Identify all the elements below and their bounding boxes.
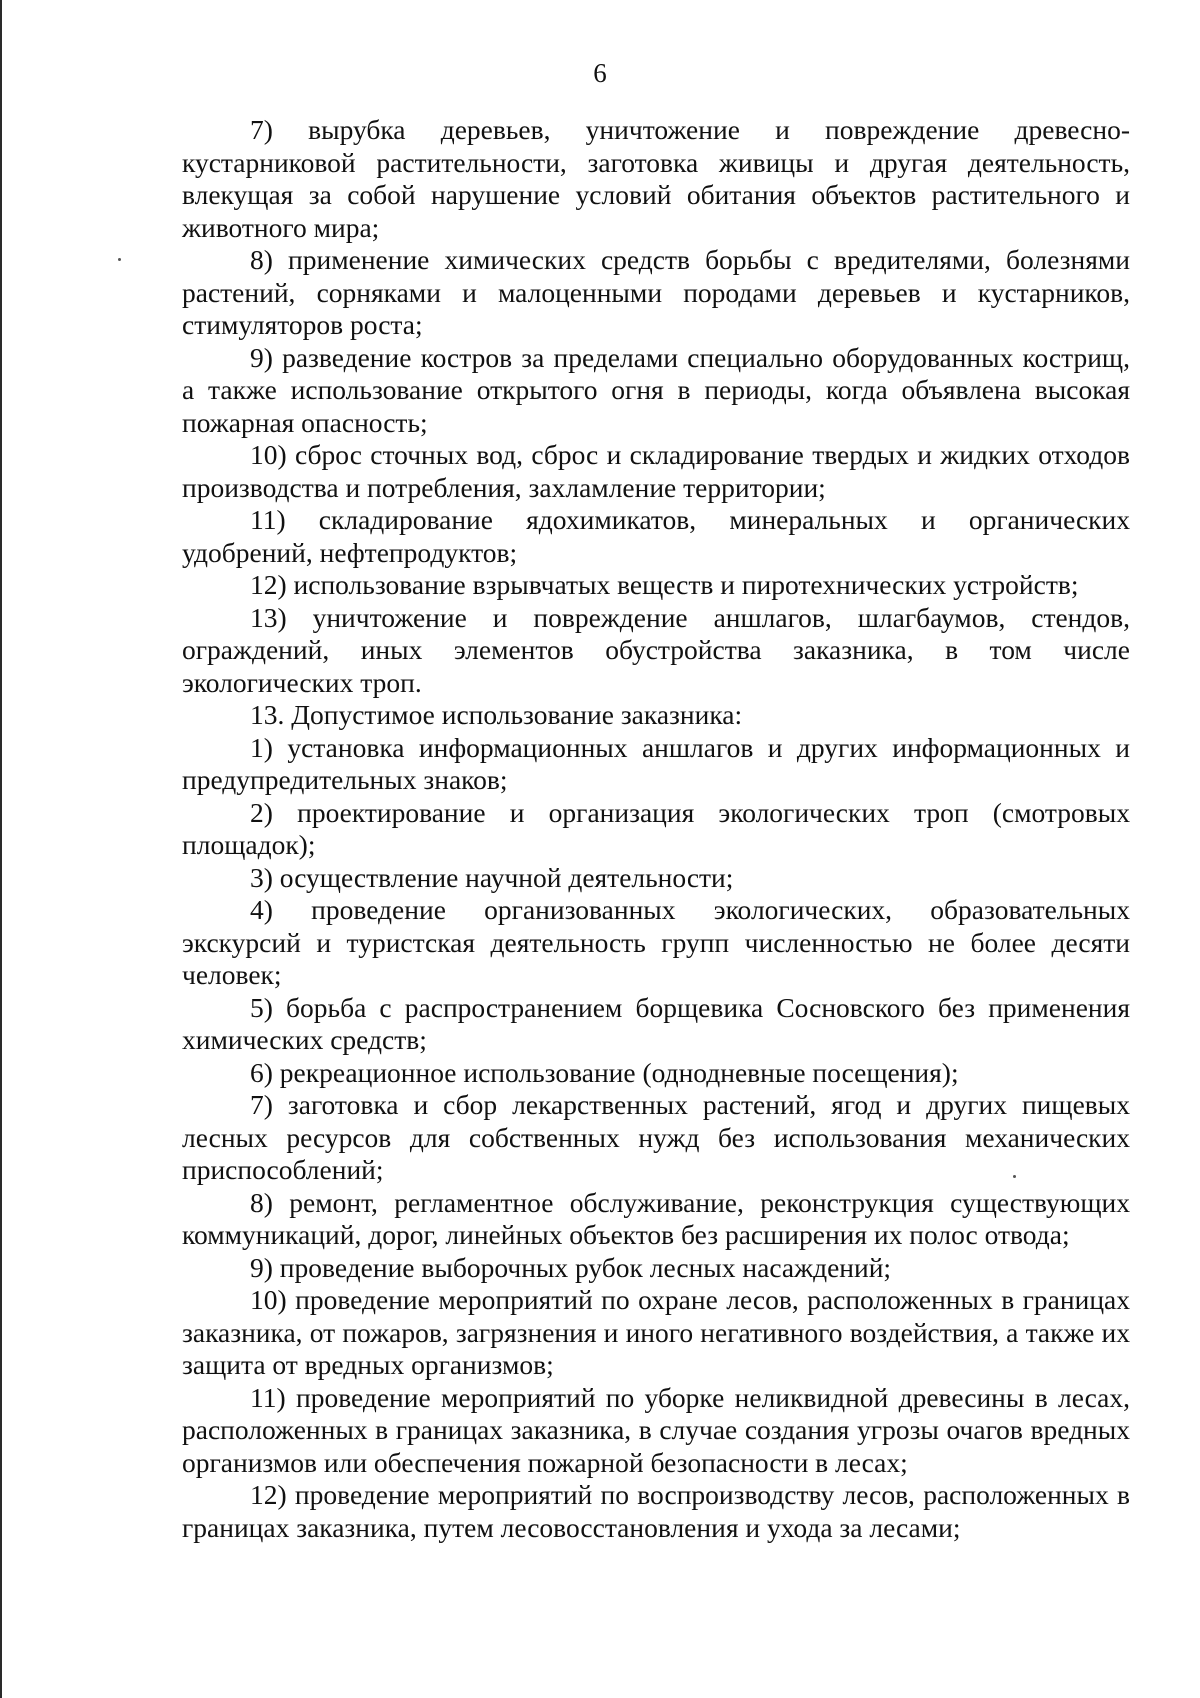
paragraph: 2) проектирование и организация экологических троп (смотровых площадок);: [182, 796, 1130, 860]
paragraph: 8) ремонт, регламентное обслуживание, реконструкция существующих коммуникаций, дорог, линейных объектов без расширения их полос отвода;: [182, 1186, 1130, 1250]
paragraph: 12) использование взрывчатых веществ и пиротехнических устройств;: [250, 569, 1079, 600]
paragraph: 9) проведение выборочных рубок лесных насаждений;: [250, 1251, 892, 1283]
paragraph: 4) проведение организованных экологических, образовательных экскурсий и туристская деятельность групп численностью не более десяти человек;: [182, 894, 1130, 990]
scan-edge-line: [0, 0, 2, 1698]
paragraph: 5) борьба с распространением борщевика Сосновского без применения химических средств;: [182, 991, 1130, 1055]
paragraph: 10) проведение мероприятий по охране лесов, расположенных в границах заказника, от пожаров, загрязнения и иного негативного воздействия, а также их защита от вредных организмов;: [182, 1284, 1130, 1380]
paragraph: 12) проведение мероприятий по воспроизводству лесов, расположенных в границах заказника, путем лесовосстановления и ухода за лесами;: [182, 1479, 1130, 1543]
section-heading: 13. Допустимое использование заказника:: [250, 699, 743, 730]
page-number: 6: [593, 58, 607, 88]
paragraph: 13) уничтожение и повреждение аншлагов, шлагбаумов, стендов, ограждений, иных элементов обустройства заказника, в том числе экологических троп.: [182, 601, 1130, 698]
paragraph: 11) проведение мероприятий по уборке неликвидной древесины в лесах, расположенных в границах заказника, в случае создания угрозы очагов вредных организмов или обеспечения пожарной безопасности в лесах;: [182, 1381, 1130, 1478]
scan-speck: [118, 258, 121, 261]
paragraph: 9) разведение костров за пределами специально оборудованных кострищ, а также использование открытого огня в периоды, когда объявлена высокая пожарная опасность;: [182, 341, 1130, 438]
paragraph: 11) складирование ядохимикатов, минеральных и органических удобрений, нефтепродуктов;: [182, 504, 1130, 568]
paragraph: 8) применение химических средств борьбы с вредителями, болезнями растений, сорняками и малоценными породами деревьев и кустарников, стимуляторов роста;: [182, 244, 1130, 340]
paragraph: 7) вырубка деревьев, уничтожение и повреждение древесно-кустарниковой растительности, заготовка живицы и другая деятельность, влекущая за собой нарушение условий обитания объектов растительного и животного мира;: [182, 114, 1130, 243]
paragraph: 3) осуществление научной деятельности;: [250, 861, 734, 893]
paragraph: 6) рекреационное использование (однодневные посещения);: [250, 1056, 959, 1088]
paragraph: 7) заготовка и сбор лекарственных растений, ягод и других пищевых лесных ресурсов для собственных нужд без использования механических приспособлений;: [182, 1089, 1130, 1185]
paragraph: 1) установка информационных аншлагов и других информационных и предупредительных знаков;: [182, 731, 1130, 795]
paragraph: 10) сброс сточных вод, сброс и складирование твердых и жидких отходов производства и потребления, захламление территории;: [182, 439, 1130, 503]
document-body: [182, 114, 1130, 1544]
